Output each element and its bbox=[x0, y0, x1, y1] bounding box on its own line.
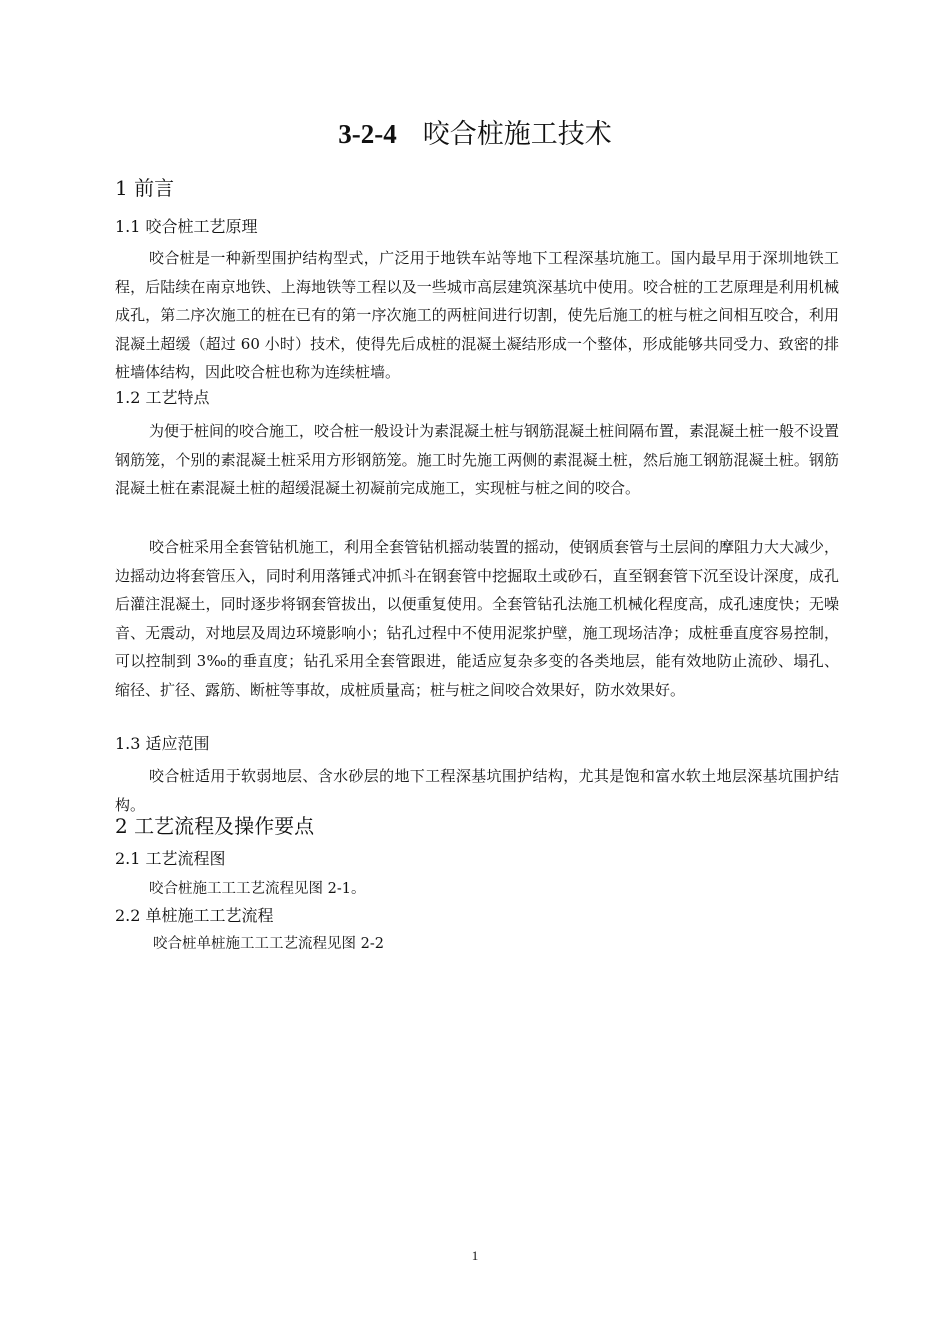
section-1-3-paragraph: 咬合桩适用于软弱地层、含水砂层的地下工程深基坑围护结构，尤其是饱和富水软土地层深基坑围护结构。 bbox=[115, 767, 839, 814]
section-1-1-heading: 1.1 咬合桩工艺原理 bbox=[115, 217, 258, 236]
section-1-3-heading: 1.3 适应范围 bbox=[115, 734, 210, 753]
section-1-2-paragraph-2: 咬合桩采用全套管钻机施工，利用全套管钻机摇动装置的摇动，使钢质套管与土层间的摩阻力大大减少，边摇动边将套管压入，同时利用落锤式冲抓斗在钢套管中挖掘取土或砂石，直至钢套管下沉至设计深度，成孔后灌注混凝土，同时逐步将钢套管拔出，以便重复使用。全套管钻孔法施工机械化程度高，成孔速度快；无噪音、无震动，对地层及周边环境影响小；钻孔过程中不使用泥浆护壁，施工现场洁净；成桩垂直度容易控制，可以控制到 3‰的垂直度；钻孔采用全套管跟进，能适应复杂多变的各类地层，能有效地防止流砂、塌孔、缩径、扩径、露筋、断桩等事故，成桩质量高；桩与桩之间咬合效果好，防水效果好。 bbox=[115, 538, 840, 699]
title-text: 咬合桩施工技术 bbox=[422, 119, 612, 150]
page-number: 1 bbox=[471, 1248, 479, 1263]
section-2-1-text: 咬合桩施工工工艺流程见图 2-1。 bbox=[149, 881, 366, 897]
section-2-1-heading: 2.1 工艺流程图 bbox=[115, 849, 226, 868]
section-1-2-heading: 1.2 工艺特点 bbox=[115, 388, 210, 407]
section-2-2-heading: 2.2 单桩施工工艺流程 bbox=[115, 906, 274, 925]
section-2-heading: 2 工艺流程及操作要点 bbox=[115, 814, 315, 838]
section-1-heading: 1 前言 bbox=[115, 176, 175, 200]
document-title bbox=[0, 114, 950, 155]
title-number: 3-2-4 bbox=[338, 119, 397, 149]
section-1-2-paragraph-1: 为便于桩间的咬合施工，咬合桩一般设计为素混凝土桩与钢筋混凝土桩间隔布置，素混凝土桩一般不设置钢筋笼，个别的素混凝土桩采用方形钢筋笼。施工时先施工两侧的素混凝土桩，然后施工钢筋混凝土桩。钢筋混凝土桩在素混凝土桩的超缓混凝土初凝前完成施工，实现桩与桩之间的咬合。 bbox=[115, 422, 840, 497]
section-1-1-paragraph: 咬合桩是一种新型围护结构型式，广泛用于地铁车站等地下工程深基坑施工。国内最早用于深圳地铁工程，后陆续在南京地铁、上海地铁等工程以及一些城市高层建筑深基坑中使用。咬合桩的工艺原理是利用机械成孔，第二序次施工的桩在已有的第一序次施工的两桩间进行切割，使先后施工的桩与桩之间相互咬合，利用混凝土超缓（超过 60 小时）技术，使得先后成桩的混凝土凝结形成一个整体，形成能够共同受力、致密的排桩墙体结构，因此咬合桩也称为连续桩墙。 bbox=[115, 249, 839, 381]
section-2-2-text: 咬合桩单桩施工工工艺流程见图 2-2 bbox=[153, 936, 384, 952]
